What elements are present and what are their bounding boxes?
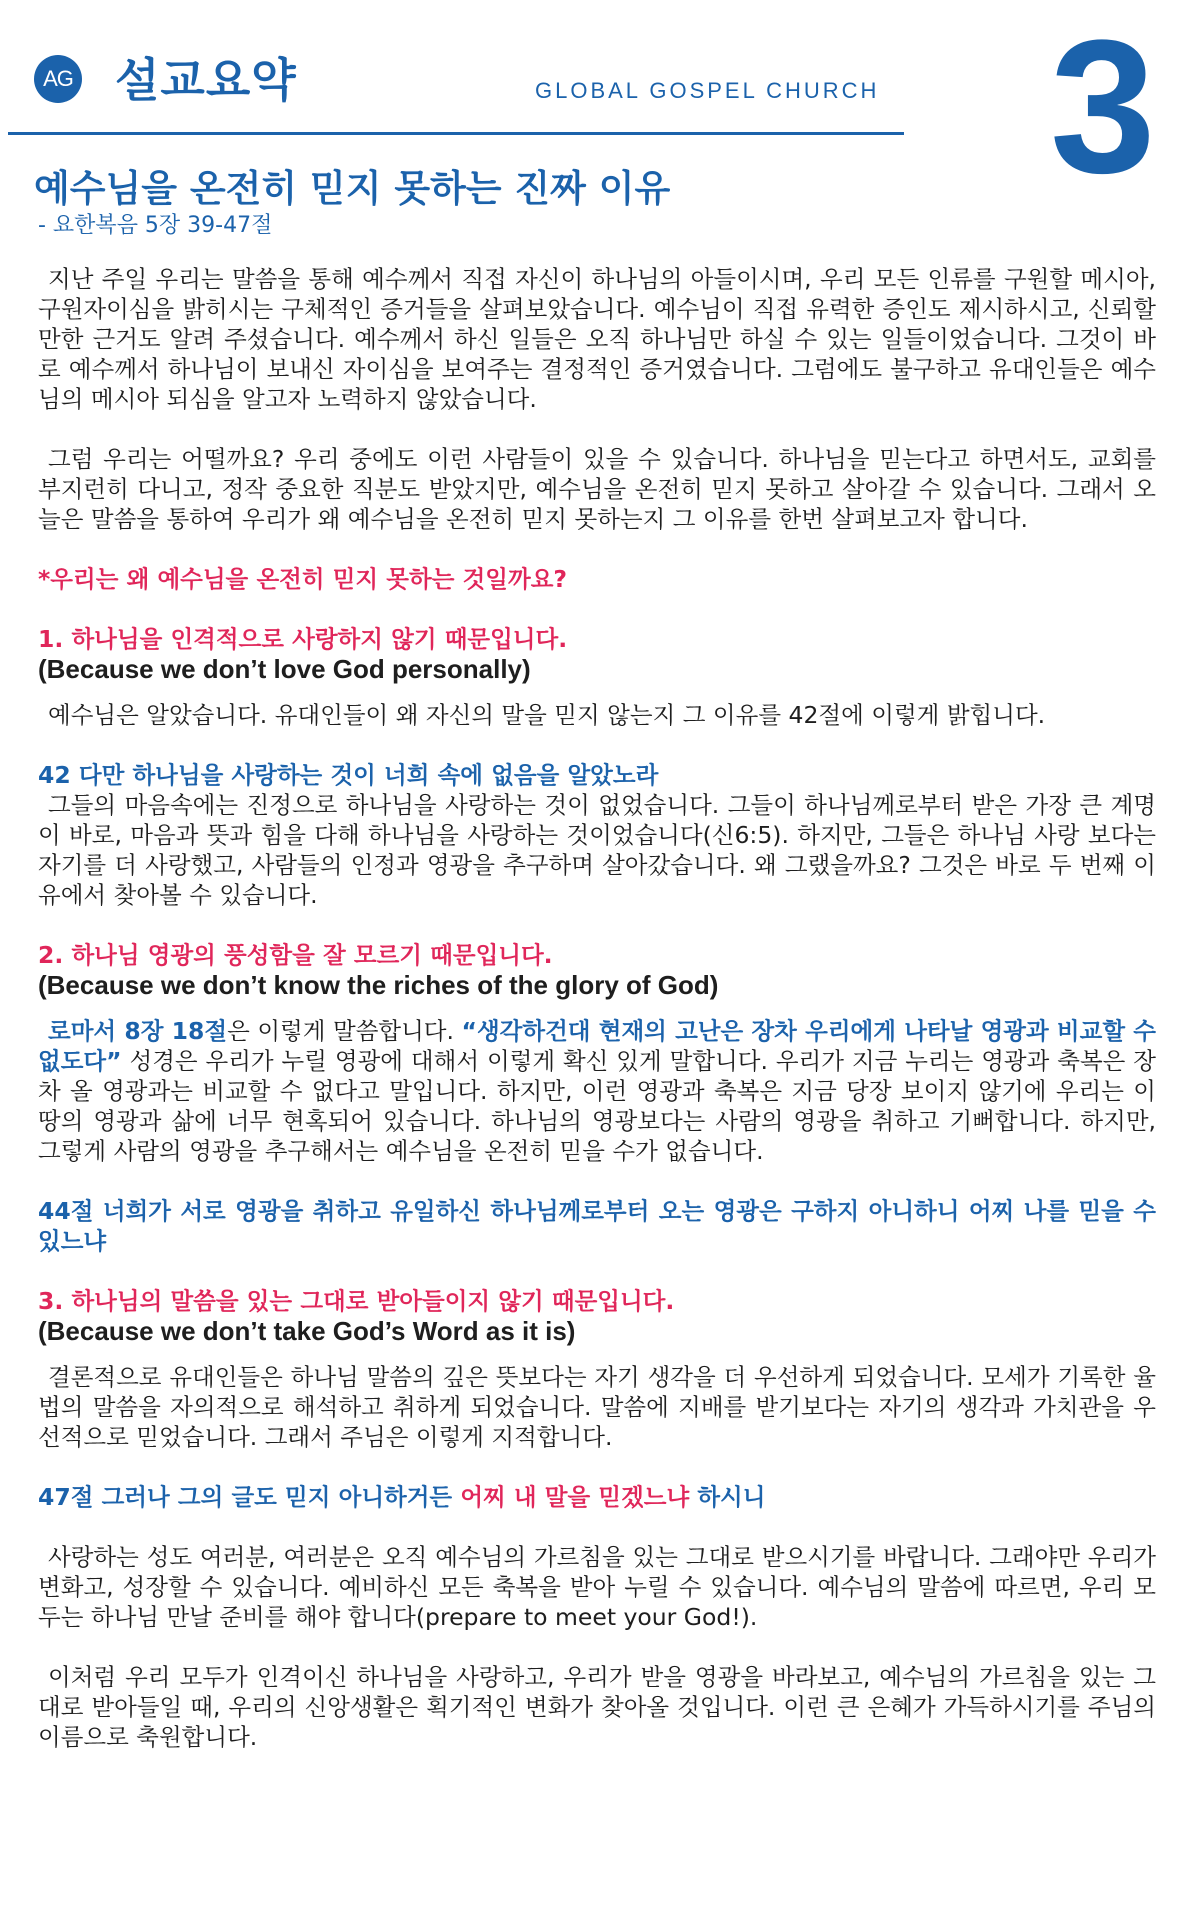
point-1-english: (Because we don’t love God personally) — [38, 654, 531, 684]
point-3-heading: 3. 하나님의 말씀을 있는 그대로 받아들이지 않기 때문입니다. — [38, 1287, 675, 1315]
point-2-intro: 은 이렇게 말씀합니다. — [227, 1017, 462, 1045]
point-3-paragraph: 결론적으로 유대인들은 하나님 말씀의 깊은 뜻보다는 자기 생각을 더 우선하게 되었습니다. 모세가 기록한 율법의 말씀을 자의적으로 해석하고 취하게 되었습니다. 말씀에 지배를 받기보다는 자기의 생각과 가치관을 우선적으로 믿었습니다. 그래서 주님은 이렇게 지적합니다. — [38, 1363, 1156, 1451]
closing-paragraph-2: 이처럼 우리 모두가 인격이신 하나님을 사랑하고, 우리가 받을 영광을 바라보고, 예수님의 가르침을 있는 그대로 받아들일 때, 우리의 신앙생활은 획기적인 변화가 찾아올 것입니다. 이런 큰 은혜가 가득하시기를 주님의 이름으로 축원합니다. — [38, 1663, 1156, 1751]
closing-paragraph-1: 사랑하는 성도 여러분, 여러분은 오직 예수님의 가르침을 있는 그대로 받으시기를 바랍니다. 그래야만 우리가 변화고, 성장할 수 있습니다. 예비하신 모든 축복을 받아 누릴 수 있습니다. 예수님의 말씀에 따르면, 우리 모두는 하나님 만날 준비를 해야 합니다(prepare to meet your God!). — [38, 1543, 1156, 1631]
church-logo: AG — [34, 55, 82, 103]
verse-47-part-3: 하시니 — [689, 1483, 766, 1511]
verse-44: 44절 너희가 서로 영광을 취하고 유일하신 하나님께로부터 오는 영광은 구하지 아니하니 어찌 나를 믿을 수 있느냐 — [38, 1197, 1156, 1255]
church-name: GLOBAL GOSPEL CHURCH — [535, 78, 880, 103]
point-1-heading: 1. 하나님을 인격적으로 사랑하지 않기 때문입니다. — [38, 625, 568, 653]
point-2-text: 성경은 우리가 누릴 영광에 대해서 이렇게 확신 있게 말합니다. 우리가 지금 누리는 영광과 축복은 장차 올 영광과는 비교할 수 없다고 말입니다. 하지만, 이런 영광과 축복은 지금 당장 보이지 않기에 우리는 이 땅의 영광과 삶에 너무 현혹되어 있습니다. 하나님의 영광보다는 사람의 영광을 취하고 기뻐합니다. 하지만, 그렇게 사람의 영광을 추구해서는 예수님을 온전히 믿을 수가 없습니다. — [38, 1047, 1156, 1165]
verse-42: 42 다만 하나님을 사랑하는 것이 너희 속에 없음을 알았노라 — [38, 761, 659, 789]
verse-47-part-2: 어찌 내 말을 믿겠느냐 — [460, 1483, 690, 1511]
romans-reference: 로마서 8장 18절 — [48, 1017, 228, 1045]
verse-47-part-1: 47절 그러나 그의 글도 믿지 아니하거든 — [38, 1483, 461, 1511]
point-1-paragraph-2: 그들의 마음속에는 진정으로 하나님을 사랑하는 것이 없었습니다. 그들이 하나님께로부터 받은 가장 큰 계명이 바로, 마음과 뜻과 힘을 다해 하나님을 사랑하는 것이었습니다(신6:5). 하지만, 그들은 하나님 사랑 보다는 자기를 더 사랑했고, 사람들의 인정과 영광을 추구하며 살아갔습니다. 왜 그랬을까요? 그것은 바로 두 번째 이유에서 찾아볼 수 있습니다. — [38, 791, 1156, 909]
sermon-title: 예수님을 온전히 믿지 못하는 진짜 이유 — [34, 167, 671, 210]
question-heading: *우리는 왜 예수님을 온전히 믿지 못하는 것일까요? — [38, 565, 568, 593]
intro-paragraph-2: 그럼 우리는 어떨까요? 우리 중에도 이런 사람들이 있을 수 있습니다. 하나님을 믿는다고 하면서도, 교회를 부지런히 다니고, 정작 중요한 직분도 받았지만, 예수님을 온전히 믿지 못하고 살아갈 수 있습니다. 그래서 오늘은 말씀을 통하여 우리가 왜 예수님을 온전히 믿지 못하는지 그 이유를 한번 살펴보고자 합니다. — [38, 445, 1156, 533]
header-divider — [8, 132, 904, 135]
sermon-body — [38, 264, 1156, 1752]
page-title: 설교요약 — [115, 53, 297, 107]
point-1-paragraph: 예수님은 알았습니다. 유대인들이 왜 자신의 말을 믿지 않는지 그 이유를 42절에 이렇게 밝힙니다. — [48, 701, 1046, 729]
point-3-english: (Because we don’t take God’s Word as it is) — [38, 1316, 576, 1346]
intro-paragraph-1: 지난 주일 우리는 말씀을 통해 예수께서 직접 자신이 하나님의 아들이시며, 우리 모든 인류를 구원할 메시아, 구원자이심을 밝히시는 구체적인 증거들을 살펴보았습니다. 예수님이 직접 유력한 증인도 제시하시고, 신뢰할 만한 근거도 알려 주셨습니다. 예수께서 하신 일들은 오직 하나님만 하실 수 있는 일들이었습니다. 그것이 바로 예수께서 하나님이 보내신 자이심을 보여주는 결정적인 증거였습니다. 그럼에도 불구하고 유대인들은 예수님의 메시아 되심을 알고자 노력하지 않았습니다. — [38, 265, 1156, 413]
point-2-heading: 2. 하나님 영광의 풍성함을 잘 모르기 때문입니다. — [38, 941, 553, 969]
scripture-reference: - 요한복음 5장 39-47절 — [38, 213, 273, 238]
issue-number: 3 — [1050, 1, 1156, 213]
verse-47 — [38, 1482, 1156, 1512]
romans-quote: “생각하건대 현재의 고난은 장차 우리에게 나타날 영광과 비교할 수 없도다” — [38, 1017, 1156, 1075]
point-2-paragraph — [38, 1016, 1156, 1166]
point-2-english: (Because we don’t know the riches of the glory of God) — [38, 970, 719, 1000]
